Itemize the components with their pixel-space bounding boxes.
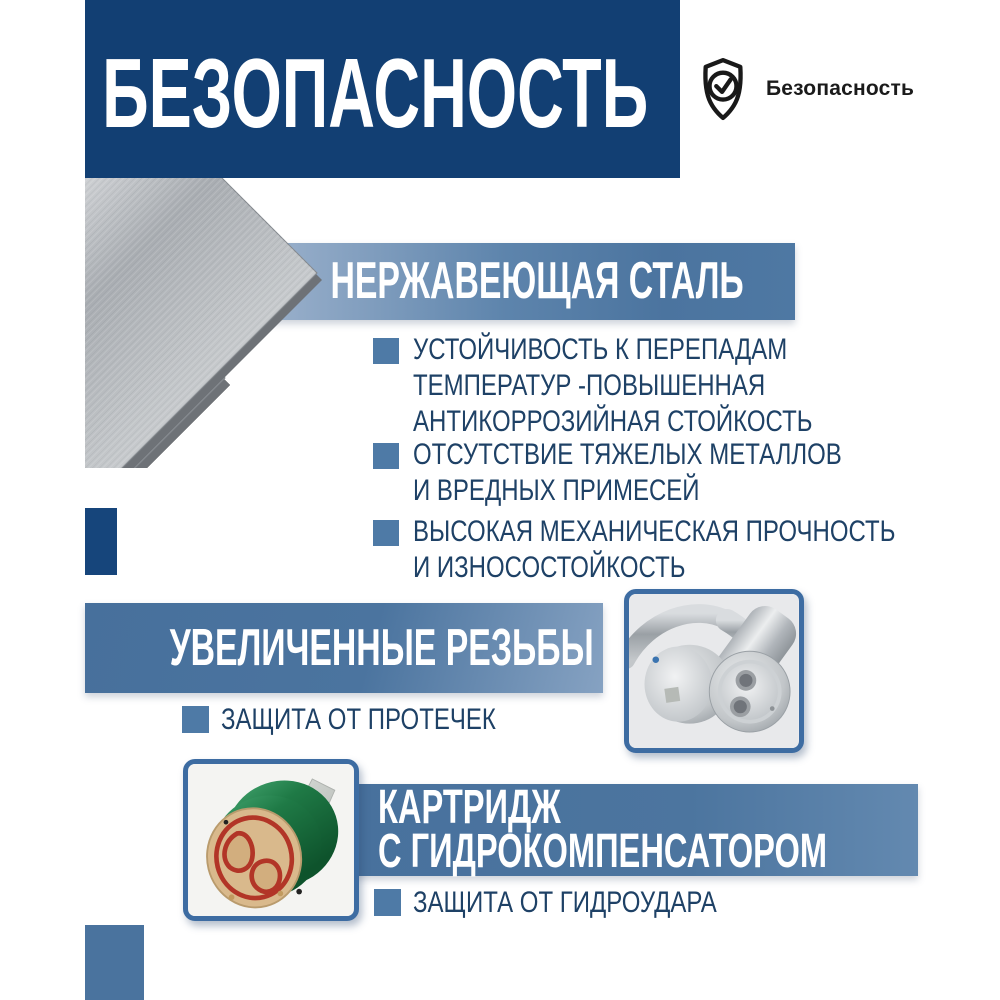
bullet-square-icon (373, 443, 399, 469)
bullet-text (413, 437, 949, 509)
heading-line: С ГИДРОКОМПЕНСАТОРОМ (378, 825, 828, 878)
bullet-line: ЗАЩИТА ОТ ГИДРОУДАРА (413, 886, 717, 919)
section-heading-cartridge (350, 781, 1000, 878)
decor-square-navy (85, 508, 117, 575)
bullet-temperature-resistance (373, 332, 912, 440)
bullet-text (413, 514, 1000, 586)
heading-line: КАРТРИДЖ (378, 781, 561, 834)
section-heading-threads: УВЕЛИЧЕННЫЕ РЕЗЬБЫ (169, 618, 594, 677)
decor-square-blue (85, 925, 144, 1000)
bullet-line: ОТСУТСТВИЕ ТЯЖЕЛЫХ МЕТАЛЛОВ (413, 438, 842, 471)
bullet-line: И ВРЕДНЫХ ПРИМЕСЕЙ (413, 474, 700, 507)
safety-badge-label: Безопасность (766, 77, 915, 100)
bullet-mechanical-strength (373, 514, 1000, 586)
bullet-line: ТЕМПЕРАТУР -ПОВЫШЕННАЯ (413, 369, 766, 402)
shield-check-icon (698, 56, 748, 122)
bullet-square-icon (182, 706, 209, 733)
section-heading-bar-threads (85, 603, 603, 693)
bullet-line: ВЫСОКАЯ МЕХАНИЧЕСКАЯ ПРОЧНОСТЬ (413, 515, 896, 548)
bullet-line: УСТОЙЧИВОСТЬ К ПЕРЕПАДАМ (413, 333, 788, 366)
bullet-square-icon (373, 338, 399, 364)
bullet-no-heavy-metals (373, 437, 949, 509)
page-title-banner (85, 0, 680, 178)
bullet-line: И ИЗНОСОСТОЙКОСТЬ (413, 551, 686, 584)
faucet-underside-image (624, 589, 804, 753)
bullet-text (221, 703, 565, 737)
cartridge-image (183, 759, 359, 921)
safety-badge (698, 56, 914, 122)
bullet-square-icon (373, 520, 399, 546)
bullet-leak-protection (182, 703, 565, 737)
bullet-line: ЗАЩИТА ОТ ПРОТЕЧЕК (221, 703, 496, 736)
bullet-square-icon (374, 889, 401, 916)
section-heading-bar-cartridge (350, 781, 918, 878)
bullet-text (413, 332, 912, 440)
bullet-text (413, 886, 793, 920)
bullet-line: АНТИКОРРОЗИЙНАЯ СТОЙКОСТЬ (413, 405, 813, 438)
bullet-water-hammer-protection (374, 886, 793, 920)
section-heading-steel: НЕРЖАВЕЮЩАЯ СТАЛЬ (330, 252, 744, 311)
stainless-steel-sheets-image (85, 178, 350, 468)
page-title: БЕЗОПАСНОСТЬ (102, 38, 649, 148)
